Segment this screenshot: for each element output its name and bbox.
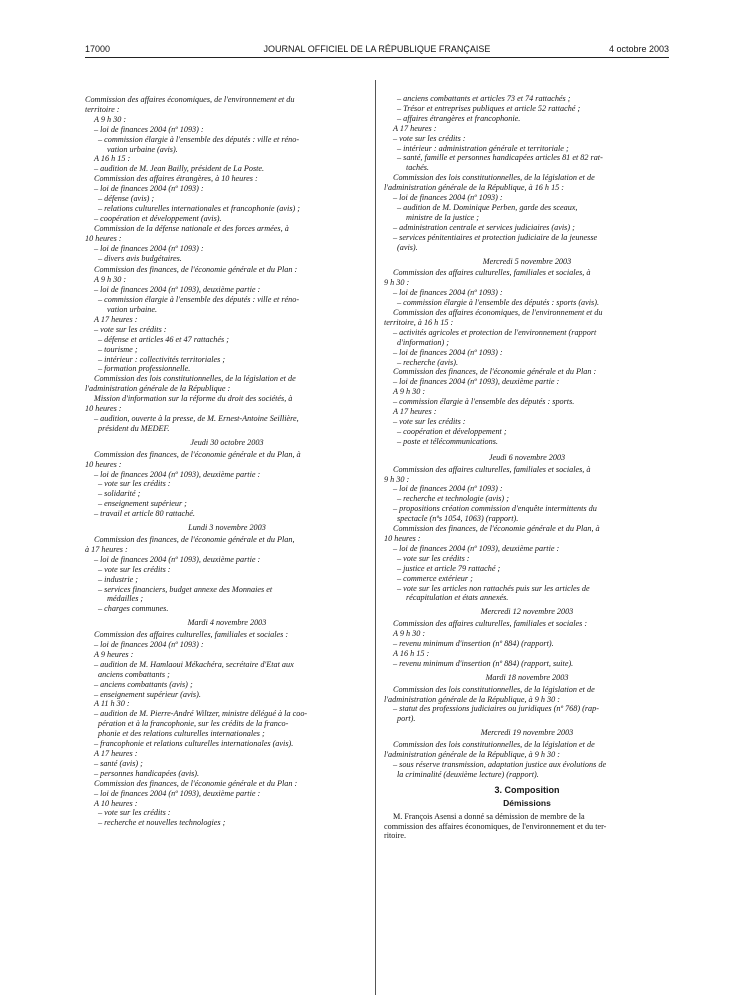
left-column-line: A 9 h 30 :	[94, 275, 127, 285]
column-divider	[375, 80, 376, 995]
right-column-line: ritoire.	[384, 831, 407, 841]
left-column-line: – loi de finances 2004 (nº 1093) :	[94, 243, 204, 253]
page-header	[85, 44, 669, 58]
right-column-line: – administration centrale et services judiciaires (avis) ;	[393, 222, 575, 232]
left-column-line: 10 heures :	[85, 233, 122, 243]
right-column-line: – vote sur les articles non rattachés puis sur les articles de	[397, 583, 590, 593]
left-column-line: – solidarité ;	[98, 489, 141, 499]
right-column-line: commission des affaires économiques, de l'environnement et du ter-	[384, 821, 607, 831]
left-column-line: phonie et des relations culturelles internationales ;	[98, 729, 265, 739]
left-column-line: Commission des affaires économiques, de l'environnement et du	[85, 95, 295, 104]
right-column-line: – affaires étrangères et francophonie.	[397, 113, 521, 123]
left-column-line: – loi de finances 2004 (nº 1093), deuxième partie :	[94, 788, 261, 798]
right-column-line: tachés.	[406, 163, 429, 173]
left-column-line: A 11 h 30 :	[94, 699, 130, 709]
page-number: 17000	[85, 44, 111, 54]
left-column-line: Mission d'information sur la réforme du droit des sociétés, à	[94, 394, 293, 404]
right-column-line: 9 h 30 :	[384, 474, 410, 484]
left-column-line: – francophonie et relations culturelles internationales (avis).	[94, 739, 294, 749]
right-column-line: territoire, à 16 h 15 :	[384, 317, 454, 327]
right-column-line: 3. Composition	[494, 784, 560, 795]
issue-date: 4 octobre 2003	[608, 44, 669, 54]
left-column-line: – vote sur les crédits :	[98, 479, 171, 489]
right-column-line: – loi de finances 2004 (nº 1093) :	[393, 347, 503, 357]
right-column-line: Commission des lois constitutionnelles, de la législation et de	[393, 173, 595, 183]
left-column-line: A 9 h 30 :	[94, 114, 127, 124]
left-column-line: vation urbaine (avis).	[107, 144, 178, 154]
right-column-line: – recherche (avis).	[397, 357, 458, 367]
left-column-line: – audition, ouverte à la presse, de M. Ernest-Antoine Seillière,	[94, 414, 299, 423]
left-column-line: vation urbaine.	[107, 305, 158, 315]
right-column-line: Commission des affaires économiques, de l'environnement et du	[393, 308, 603, 318]
right-column-line: – vote sur les crédits :	[397, 553, 470, 563]
right-column-line: – loi de finances 2004 (nº 1093) :	[393, 484, 503, 494]
right-column-line: – santé, famille et personnes handicapées articles 81 et 82 rat-	[397, 153, 603, 163]
right-column-line: Commission des affaires culturelles, familiales et sociales :	[393, 619, 588, 629]
left-column-line: pération et à la francophonie, sur les crédits de la franco-	[98, 719, 289, 729]
left-column-line: – défense (avis) ;	[98, 194, 155, 204]
right-column-line: Commission des lois constitutionnelles, de la législation et de	[393, 684, 595, 694]
right-column-line: – loi de finances 2004 (nº 1093) :	[393, 193, 503, 203]
right-column-line: (avis).	[397, 242, 418, 252]
right-column-line: M. François Asensi a donné sa démission de membre de la	[393, 811, 585, 821]
left-column-line: Commission des lois constitutionnelles, de la législation et de	[94, 374, 296, 384]
right-column-line: A 9 h 30 :	[393, 629, 426, 639]
left-column-line: – commission élargie à l'ensemble des députés : ville et réno-	[98, 134, 300, 144]
right-column-line: l'administration générale de la République, à 9 h 30 :	[384, 750, 560, 760]
right-column-line: Mercredi 5 novembre 2003	[482, 256, 572, 266]
left-column-line: – enseignement supérieur ;	[98, 499, 187, 509]
left-column-line: – loi de finances 2004 (nº 1093), deuxième partie :	[94, 285, 261, 295]
right-column-line: – propositions création commission d'enquête intermittents du	[393, 504, 597, 514]
right-column-line: récapitulation et états annexés.	[406, 593, 509, 603]
right-column-line: Commission des lois constitutionnelles, de la législation et de	[393, 740, 595, 750]
left-column-line: – loi de finances 2004 (nº 1093) :	[94, 184, 204, 194]
left-column-line: anciens combattants ;	[98, 669, 170, 679]
header-rule	[85, 57, 669, 58]
right-column-line: – services pénitentiaires et protection judiciaire de la jeunesse	[393, 232, 598, 242]
left-column-line: 10 heures :	[85, 404, 122, 414]
right-column-line: – justice et article 79 rattaché ;	[397, 563, 501, 573]
left-column-line: – divers avis budgétaires.	[98, 253, 182, 263]
left-column-line: – coopération et développement (avis).	[94, 213, 222, 223]
left-column-line: 10 heures :	[85, 459, 122, 469]
right-column-line: Mercredi 19 novembre 2003	[480, 728, 574, 738]
left-column-line: Mardi 4 novembre 2003	[187, 618, 267, 628]
left-column-line: Lundi 3 novembre 2003	[188, 523, 266, 533]
left-column-line: – relations culturelles internationales et francophonie (avis) ;	[98, 203, 301, 213]
left-column-line: – anciens combattants (avis) ;	[94, 679, 193, 689]
left-column-line: Commission des affaires culturelles, familiales et sociales :	[94, 630, 289, 640]
left-column-line: – tourisme ;	[98, 344, 138, 354]
left-column-line: – commission élargie à l'ensemble des députés : ville et réno-	[98, 295, 300, 305]
left-column-line: Commission des finances, de l'économie générale et du Plan, à	[94, 449, 301, 459]
right-column-line: – activités agricoles et protection de l'environnement (rapport	[393, 327, 597, 337]
left-column-line: l'administration générale de la République :	[85, 384, 231, 394]
right-column-line: Jeudi 6 novembre 2003	[488, 452, 566, 462]
left-column-line: – enseignement supérieur (avis).	[94, 689, 201, 699]
left-column-line: – services financiers, budget annexe des Monnaies et	[98, 584, 273, 594]
right-column-line: – loi de finances 2004 (nº 1093), deuxième partie :	[393, 543, 560, 553]
right-column-line: – sous réserve transmission, adaptation justice aux évolutions de	[393, 760, 607, 769]
right-column-line: – recherche et technologie (avis) ;	[397, 494, 509, 504]
left-column-line: A 10 heures :	[94, 798, 138, 808]
right-column-line: Commission des finances, de l'économie générale et du Plan :	[393, 367, 597, 377]
right-column	[384, 94, 670, 841]
right-column-line: – vote sur les crédits :	[393, 133, 466, 143]
right-column-line: – statut des professions judiciaires ou juridiques (nº 768) (rap-	[393, 704, 599, 714]
left-column-line: – intérieur : collectivités territoriales ;	[98, 354, 226, 364]
right-column-line: 10 heures :	[384, 533, 421, 543]
right-column-line: Commission des affaires culturelles, familiales et sociales, à	[393, 464, 591, 474]
left-column-line: médailles ;	[107, 594, 144, 604]
right-column-line: – coopération et développement ;	[397, 426, 507, 436]
left-column-line: – loi de finances 2004 (nº 1093) :	[94, 124, 204, 134]
right-column-line: – revenu minimum d'insertion (nº 884) (rapport, suite).	[393, 658, 574, 668]
right-column-line: – Trésor et entreprises publiques et article 52 rattaché ;	[397, 103, 581, 113]
right-column-line: Démissions	[503, 798, 551, 808]
right-column-line: – audition de M. Dominique Perben, garde des sceaux,	[397, 202, 578, 212]
right-column-line: – commission élargie à l'ensemble des députés : sports (avis).	[397, 298, 600, 308]
left-column-line: – vote sur les crédits :	[94, 324, 167, 334]
left-column-line: – santé (avis) ;	[94, 758, 143, 768]
left-column-line: à 17 heures :	[85, 544, 128, 554]
right-column-line: Mercredi 12 novembre 2003	[480, 607, 574, 617]
left-column-line: – recherche et nouvelles technologies ;	[98, 818, 226, 828]
right-column-line: – anciens combattants et articles 73 et 74 rattachés ;	[397, 94, 571, 103]
left-column-line: – travail et article 80 rattaché.	[94, 509, 195, 519]
journal-title: JOURNAL OFFICIEL DE LA RÉPUBLIQUE FRANÇAISE	[263, 44, 491, 54]
left-column-line: Commission de la défense nationale et des forces armées, à	[94, 223, 289, 233]
left-column-line: A 17 heures :	[94, 314, 138, 324]
left-column-line: Commission des finances, de l'économie générale et du Plan,	[94, 534, 295, 544]
right-column-line: la criminalité (deuxième lecture) (rapport).	[397, 769, 539, 779]
left-column-line: – vote sur les crédits :	[98, 564, 171, 574]
left-column-line: – loi de finances 2004 (nº 1093) :	[94, 640, 204, 650]
right-column-line: Commission des finances, de l'économie générale et du Plan, à	[393, 524, 600, 534]
right-column-line: l'administration générale de la République, à 9 h 30 :	[384, 694, 560, 704]
right-column-line: spectacle (nºs 1054, 1063) (rapport).	[397, 514, 519, 524]
left-column-line: président du MEDEF.	[98, 423, 170, 433]
left-column-line: – charges communes.	[98, 604, 169, 614]
left-column-line: – formation professionnelle.	[98, 364, 191, 374]
right-column-line: A 17 heures :	[393, 123, 437, 133]
right-column-line: – vote sur les crédits :	[393, 417, 466, 426]
left-column-line: A 9 heures :	[94, 649, 134, 659]
left-column-line: – loi de finances 2004 (nº 1093), deuxième partie :	[94, 554, 261, 564]
right-column-line: – intérieur : administration générale et territoriale ;	[397, 143, 569, 153]
left-column-line: territoire :	[85, 104, 120, 114]
right-column-line: A 9 h 30 :	[393, 387, 426, 397]
right-column-line: Commission des affaires culturelles, familiales et sociales, à	[393, 268, 591, 278]
left-column	[85, 95, 369, 828]
left-column-line: – audition de M. Hamlaoui Mékachéra, secrétaire d'Etat aux	[94, 659, 294, 669]
left-column-line: Commission des finances, de l'économie générale et du Plan :	[94, 265, 298, 275]
left-column-line: – audition de M. Jean Bailly, président de La Poste.	[94, 164, 265, 174]
right-column-line: – commission élargie à l'ensemble des députés : sports.	[393, 397, 575, 407]
left-column-line: – défense et articles 46 et 47 rattachés ;	[98, 334, 229, 344]
right-column-line: d'information) ;	[397, 337, 450, 347]
right-column-line: – commerce extérieur ;	[397, 573, 473, 583]
right-column-line: A 16 h 15 :	[393, 648, 430, 658]
right-column-line: l'administration générale de la République, à 16 h 15 :	[384, 183, 565, 193]
left-column-line: A 17 heures :	[94, 749, 138, 758]
left-column-line: – vote sur les crédits :	[98, 808, 171, 818]
left-column-line: Commission des affaires étrangères, à 10 heures :	[94, 174, 258, 184]
left-column-line: – loi de finances 2004 (nº 1093), deuxième partie :	[94, 469, 261, 479]
left-column-line: Commission des finances, de l'économie générale et du Plan :	[94, 778, 298, 788]
left-column-line: A 16 h 15 :	[94, 154, 131, 164]
left-column-line: – personnes handicapées (avis).	[94, 768, 200, 778]
right-column-line: – loi de finances 2004 (nº 1093), deuxième partie :	[393, 377, 560, 387]
right-column-line: – loi de finances 2004 (nº 1093) :	[393, 288, 503, 298]
right-column-line: A 17 heures :	[393, 407, 437, 417]
right-column-line: 9 h 30 :	[384, 278, 410, 288]
right-column-line: – poste et télécommunications.	[397, 436, 498, 446]
right-column-line: – revenu minimum d'insertion (nº 884) (rapport).	[393, 639, 554, 649]
left-column-line: – industrie ;	[98, 574, 139, 584]
right-column-line: ministre de la justice ;	[406, 212, 479, 222]
left-column-line: – audition de M. Pierre-André Wiltzer, ministre délégué à la coo-	[94, 709, 308, 719]
right-column-line: port).	[397, 714, 416, 724]
left-column-line: Jeudi 30 octobre 2003	[190, 437, 264, 447]
right-column-line: Mardi 18 novembre 2003	[485, 672, 569, 682]
